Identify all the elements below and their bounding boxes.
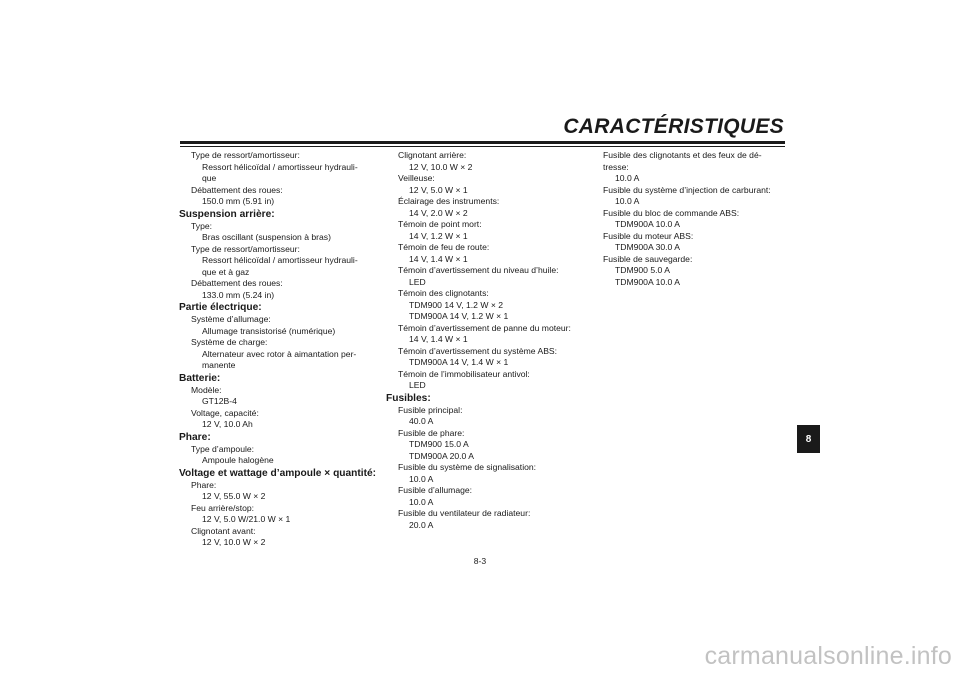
- spec-line: Témoin de point mort:: [398, 219, 482, 229]
- spec-line: TDM900A 14 V, 1.2 W × 1: [409, 311, 509, 321]
- spec-line: Témoin de feu de route:: [398, 242, 490, 252]
- spec-column-3: [603, 150, 785, 288]
- spec-line: Type:: [191, 220, 213, 231]
- spec-line: que et à gaz: [202, 266, 250, 277]
- spec-line: Clignotant arrière:: [398, 150, 467, 160]
- spec-line: 14 V, 2.0 W × 2: [409, 207, 468, 218]
- spec-line: TDM900A 30.0 A: [615, 242, 680, 252]
- spec-line: 20.0 A: [409, 519, 434, 530]
- spec-line: 12 V, 5.0 W/21.0 W × 1: [202, 514, 291, 524]
- spec-line: 10.0 A: [409, 473, 434, 484]
- page-number: 8-3: [473, 556, 487, 566]
- spec-line: manente: [202, 360, 236, 370]
- section-heading: Phare:: [179, 431, 211, 443]
- spec-line: Voltage, capacité:: [191, 407, 259, 418]
- spec-line: Éclairage des instruments:: [398, 196, 500, 206]
- section-heading: Batterie:: [179, 372, 221, 384]
- spec-line: Clignotant avant:: [191, 525, 256, 536]
- spec-line: Type de ressort/amortisseur:: [191, 243, 300, 254]
- spec-line: 12 V, 55.0 W × 2: [202, 491, 266, 501]
- header-rule-thin: [180, 146, 785, 147]
- spec-line: Fusible du moteur ABS:: [603, 230, 694, 241]
- spec-line: 12 V, 10.0 W × 2: [202, 537, 266, 547]
- spec-line: 40.0 A: [409, 416, 434, 426]
- spec-line: Témoin d’avertissement de panne du moteur:: [398, 322, 571, 333]
- section-heading: Voltage et wattage d’ampoule × quantité:: [179, 467, 377, 479]
- spec-line: Fusible du système de signalisation:: [398, 462, 537, 472]
- spec-line: Fusible d’allumage:: [398, 485, 473, 495]
- spec-line: Fusible du ventilateur de radiateur:: [398, 508, 531, 518]
- spec-line: Feu arrière/stop:: [191, 502, 255, 513]
- spec-line: 14 V, 1.4 W × 1: [409, 334, 468, 344]
- spec-line: Débattement des roues:: [191, 184, 283, 195]
- spec-line: Modèle:: [191, 384, 222, 395]
- spec-line: Témoin de l’immobilisateur antivol:: [398, 368, 530, 379]
- spec-line: Phare:: [191, 479, 217, 490]
- spec-line: 10.0 A: [615, 173, 640, 183]
- spec-line: que: [202, 173, 217, 183]
- spec-line: 150.0 mm (5.91 in): [202, 196, 275, 206]
- spec-line: TDM900A 14 V, 1.4 W × 1: [409, 357, 509, 367]
- spec-line: Veilleuse:: [398, 173, 435, 183]
- spec-line: 133.0 mm (5.24 in): [202, 289, 275, 300]
- header-rule-thick: [180, 141, 785, 144]
- page-header-title: CARACTÉRISTIQUES: [563, 115, 784, 138]
- section-heading: Fusibles:: [386, 392, 431, 404]
- spec-line: Alternateur avec rotor à aimantation per-: [202, 348, 357, 359]
- spec-line: Témoin d’avertissement du système ABS:: [398, 345, 558, 356]
- spec-line: Fusible du système d’injection de carburant:: [603, 184, 771, 195]
- spec-column-2: [386, 150, 586, 531]
- spec-line: TDM900A 20.0 A: [409, 450, 474, 461]
- spec-line: Fusible des clignotants et des feux de dé-: [603, 150, 762, 160]
- spec-line: Système de charge:: [191, 337, 268, 347]
- section-heading: Suspension arrière:: [179, 208, 275, 220]
- spec-line: Bras oscillant (suspension à bras): [202, 232, 331, 242]
- spec-line: 12 V, 10.0 W × 2: [409, 161, 473, 172]
- spec-line: Type d’ampoule:: [191, 443, 255, 454]
- spec-line: Allumage transistorisé (numérique): [202, 325, 336, 336]
- spec-line: Type de ressort/amortisseur:: [191, 150, 300, 160]
- spec-line: TDM900 15.0 A: [409, 439, 469, 449]
- spec-column-1: [179, 150, 379, 549]
- watermark: carmanualsonline.info: [704, 642, 952, 670]
- spec-line: 12 V, 5.0 W × 1: [409, 184, 468, 195]
- spec-line: 14 V, 1.2 W × 1: [409, 230, 468, 241]
- spec-line: Ressort hélicoïdal / amortisseur hydrauli-: [202, 255, 358, 265]
- spec-line: Ressort hélicoïdal / amortisseur hydrauli-: [202, 161, 358, 172]
- spec-line: GT12B-4: [202, 396, 237, 406]
- spec-line: TDM900A 10.0 A: [615, 276, 680, 287]
- spec-line: 10.0 A: [615, 196, 640, 206]
- spec-line: Témoin d’avertissement du niveau d’huile:: [398, 265, 559, 275]
- spec-line: TDM900 14 V, 1.2 W × 2: [409, 299, 504, 310]
- spec-line: Fusible de sauvegarde:: [603, 253, 693, 264]
- spec-line: tresse:: [603, 161, 629, 172]
- spec-line: Ampoule halogène: [202, 455, 274, 465]
- chapter-tab: 8: [797, 425, 820, 453]
- spec-line: LED: [409, 380, 426, 390]
- spec-line: Témoin des clignotants:: [398, 288, 489, 298]
- spec-line: TDM900A 10.0 A: [615, 219, 680, 229]
- spec-line: 10.0 A: [409, 496, 434, 507]
- spec-line: Fusible du bloc de commande ABS:: [603, 207, 740, 218]
- section-heading: Partie électrique:: [179, 302, 262, 313]
- spec-line: Fusible de phare:: [398, 427, 465, 438]
- spec-line: LED: [409, 276, 426, 287]
- spec-line: 12 V, 10.0 Ah: [202, 419, 253, 429]
- spec-line: 14 V, 1.4 W × 1: [409, 253, 468, 264]
- spec-line: Fusible principal:: [398, 404, 463, 415]
- spec-line: TDM900 5.0 A: [615, 265, 670, 275]
- spec-line: Système d’allumage:: [191, 314, 271, 324]
- spec-line: Débattement des roues:: [191, 278, 283, 288]
